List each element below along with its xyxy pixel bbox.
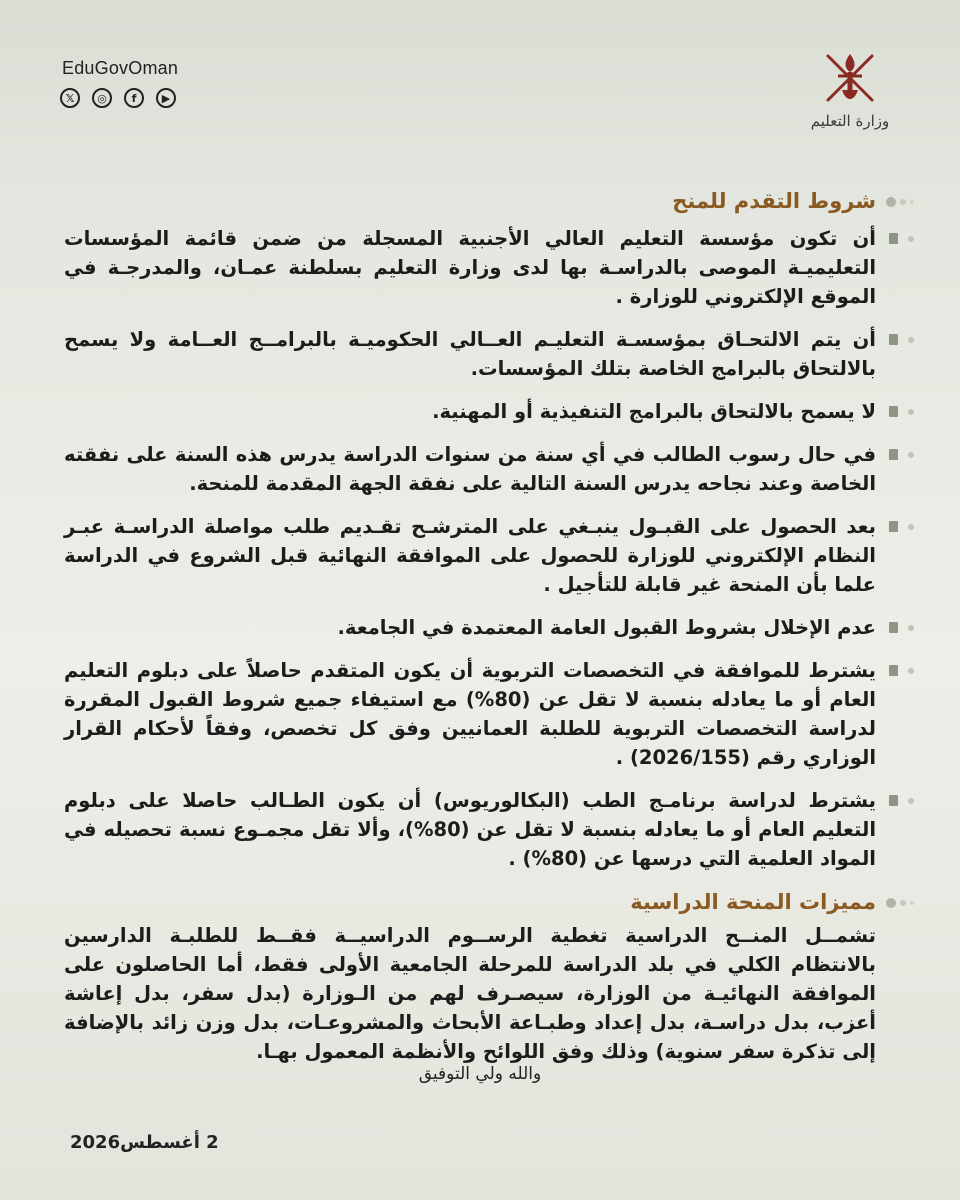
facebook-icon[interactable]: f	[124, 88, 144, 108]
heading-bullet-icon	[880, 898, 916, 908]
condition-item	[64, 440, 916, 498]
square-bullet-icon	[880, 334, 916, 346]
condition-text: أن يتم الالتحـاق بمؤسسـة التعليـم العــالي الحكوميـة بالبرامــج العــامة ولا يسمح بالالتحاق بالبرامج الخاصة بتلك المؤسسات.	[64, 328, 876, 380]
square-bullet-icon	[880, 665, 916, 677]
condition-item	[64, 613, 916, 642]
document-date: 2 أغسطس2026	[70, 1132, 219, 1153]
closing-line: والله ولي التوفيق	[418, 1064, 542, 1084]
square-bullet-icon	[880, 622, 916, 634]
section1-title	[64, 186, 916, 216]
condition-item	[64, 397, 916, 426]
condition-text: في حال رسوب الطالب في أي سنة من سنوات الدراسة يدرس هذه السنة على نفقته الخاصة وعند نجاحه يدرس السنة التالية على نفقة الجهة المقدمة للمنحة.	[64, 443, 876, 495]
condition-item	[64, 512, 916, 599]
square-bullet-icon	[880, 406, 916, 418]
logo-text: وزارة التعليم	[810, 112, 890, 130]
condition-text: بعد الحصول على القبـول ينبـغي على المترشـح تقـديم طلب مواصلة الدراسـة عبـر النظام الإلكتروني للوزارة للحصول على الموافقة النهائية قبل الشروع في الدراسة علما بأن المنحة غير قابلة للتأجيل .	[64, 515, 876, 596]
condition-item	[64, 656, 916, 772]
condition-text: لا يسمح بالالتحاق بالبرامج التنفيذية أو المهنية.	[432, 400, 876, 423]
condition-text: يشترط لدراسة برنامـج الطب (البكالوريوس) أن يكون الطـالب حاصلا على دبلوم التعليم العام أو ما يعادله بنسبة لا تقل عن (80%)، وألا تقل مجمـوع نسبة تحصيله في المواد العلمية التي درسها عن (80%) .	[64, 789, 877, 870]
social-links	[60, 88, 176, 108]
khanjar-emblem-icon	[818, 46, 882, 110]
square-bullet-icon	[880, 521, 916, 533]
condition-item	[64, 224, 916, 311]
youtube-icon[interactable]: ▶	[156, 88, 176, 108]
x-icon[interactable]: 𝕏	[60, 88, 80, 108]
condition-text: أن تكون مؤسسة التعليم العالي الأجنبية المسجلة من ضمن قائمة المؤسسات التعليميـة الموصى بالدراسـة بها لدى وزارة التعليم بسلطنة عمـان، والمدرجـة في الموقع الإلكتروني للوزارة .	[64, 227, 876, 308]
section2-title-text: مميزات المنحة الدراسية	[630, 890, 876, 914]
benefits-paragraph: تشمــل المنــح الدراسية تغطية الرســوم الدراسيــة فقــط للطلبـة الدارسين بالانتظام الكلي في بلد الدراسة للمرحلة الجامعية الأولى فقط، أما الحاصلون على الموافقة النهائيـة من الوزارة، سيصـرف لهم من الـوزارة (بدل سفر، بدل إعاشة أعزب، بدل دراسـة، بدل إعداد وطبـاعة الأبحاث والمشروعـات، بدل وزن زائد بالإضافة إلى تذكرة سفر سنوية) وذلك وفق اللوائح والأنظمة المعمول بهـا.	[64, 924, 876, 1063]
square-bullet-icon	[880, 449, 916, 461]
section1-title-text: شروط التقدم للمنح	[672, 189, 876, 213]
condition-text: يشترط للموافقة في التخصصات التربوية أن يكون المتقدم حاصلاً على دبلوم التعليم العام أو ما يعادله بنسبة لا تقل عن (80%) مع استيفاء جميع شروط القبول المقررة لدراسة التخصصات التربوية للطلبة العمانيين وفق كل تخصص، وفقاً لأحكام القرار الوزاري رقم (2026/155) .	[64, 659, 876, 769]
condition-item	[64, 325, 916, 383]
square-bullet-icon	[880, 795, 916, 807]
condition-item	[64, 786, 916, 873]
ministry-logo	[802, 46, 898, 146]
document-body	[64, 186, 916, 1066]
heading-bullet-icon	[880, 197, 916, 207]
handle-label: EduGovOman	[62, 58, 179, 78]
instagram-icon[interactable]: ◎	[92, 88, 112, 108]
square-bullet-icon	[880, 233, 916, 245]
condition-text: عدم الإخلال بشروط القبول العامة المعتمدة في الجامعة.	[337, 616, 876, 639]
section2-title	[64, 887, 916, 917]
